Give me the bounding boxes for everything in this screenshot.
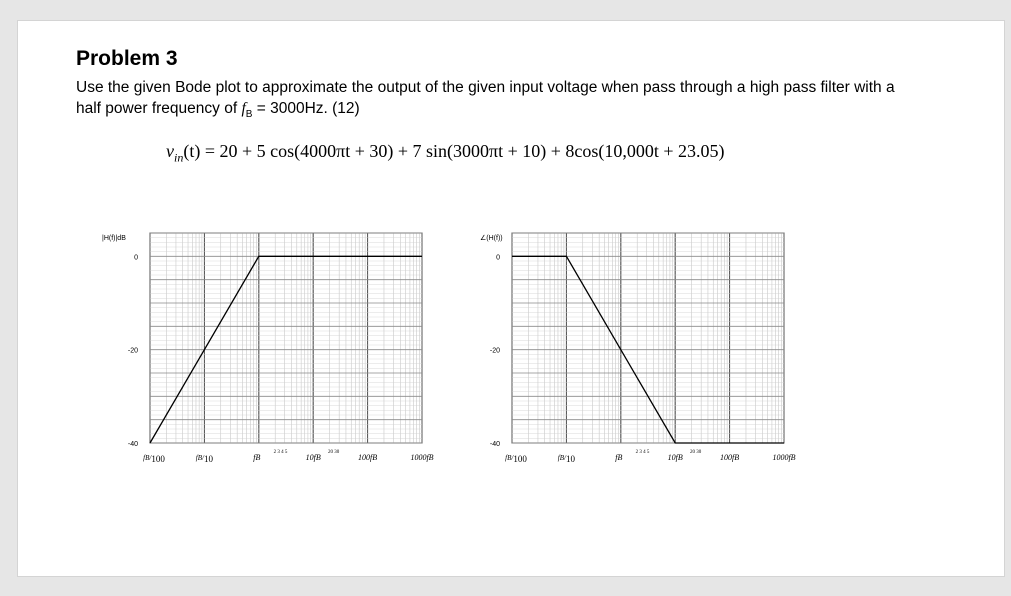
magnitude-ytick-label: -20 <box>127 347 138 355</box>
phase-xtick-label: 10fB <box>667 453 683 462</box>
phase-ytick-label: -40 <box>489 441 500 448</box>
phase-xticks <box>505 450 796 464</box>
magnitude-xtick-label: fB/10 <box>195 454 213 464</box>
phase-bode-plot <box>462 225 796 470</box>
phase-xtick-label: 1000fB <box>772 453 796 462</box>
phase-ytick-label: -20 <box>489 347 500 355</box>
phase-ytick-label: 0 <box>496 254 500 262</box>
magnitude-grid <box>150 233 422 443</box>
equation-rhs: = 20 + 5 cos(4000πt + 30) + 7 sin(3000πt + 10) + 8cos(10,000t + 23.05) <box>200 141 725 161</box>
statement-sub: B <box>245 109 253 121</box>
statement-var: f <box>241 100 246 117</box>
phase-minor-ticks: 2 3 4 5 <box>635 450 650 455</box>
phase-xtick-label: fB/100 <box>505 454 527 464</box>
magnitude-ylabel: |H(f)|dB <box>102 235 126 242</box>
input-voltage-equation <box>166 141 725 166</box>
magnitude-xtick-label: 100fB <box>358 453 378 462</box>
phase-frame <box>512 233 784 443</box>
magnitude-xtick-label: fB <box>253 453 261 462</box>
phase-minor-ticks-hi: 20 30 <box>689 450 702 455</box>
magnitude-minor-ticks: 2 3 4 5 <box>273 450 288 455</box>
phase-yticks <box>490 254 500 448</box>
equation-sub: in <box>174 150 184 165</box>
magnitude-yticks <box>128 254 138 448</box>
magnitude-xtick-label: 1000fB <box>410 453 434 462</box>
phase-ylabel: ∠(H(f)) <box>480 235 503 242</box>
phase-xtick-label: 100fB <box>720 453 740 462</box>
magnitude-ytick-label: 0 <box>134 254 138 262</box>
phase-xtick-label: fB/10 <box>557 454 575 464</box>
magnitude-xtick-label: 10fB <box>305 453 321 462</box>
statement-text-1: Use the given Bode plot to approximate the output of the given input voltage when pass through a high pass filter with a half power frequency of <box>76 79 895 117</box>
equation-arg: (t) <box>183 141 201 161</box>
magnitude-xticks <box>143 450 434 464</box>
problem-title: Problem 3 <box>76 47 178 70</box>
magnitude-frame <box>150 233 422 443</box>
equation-var: v <box>166 141 174 161</box>
problem-statement <box>76 77 916 125</box>
phase-grid <box>512 233 784 443</box>
phase-xtick-label: fB <box>615 453 623 462</box>
magnitude-bode-plot <box>100 225 434 470</box>
magnitude-xtick-label: fB/100 <box>143 454 165 464</box>
magnitude-ytick-label: -40 <box>127 441 138 448</box>
magnitude-minor-ticks-hi: 20 30 <box>327 450 340 455</box>
statement-text-2: = 3000Hz. (12) <box>252 100 360 117</box>
